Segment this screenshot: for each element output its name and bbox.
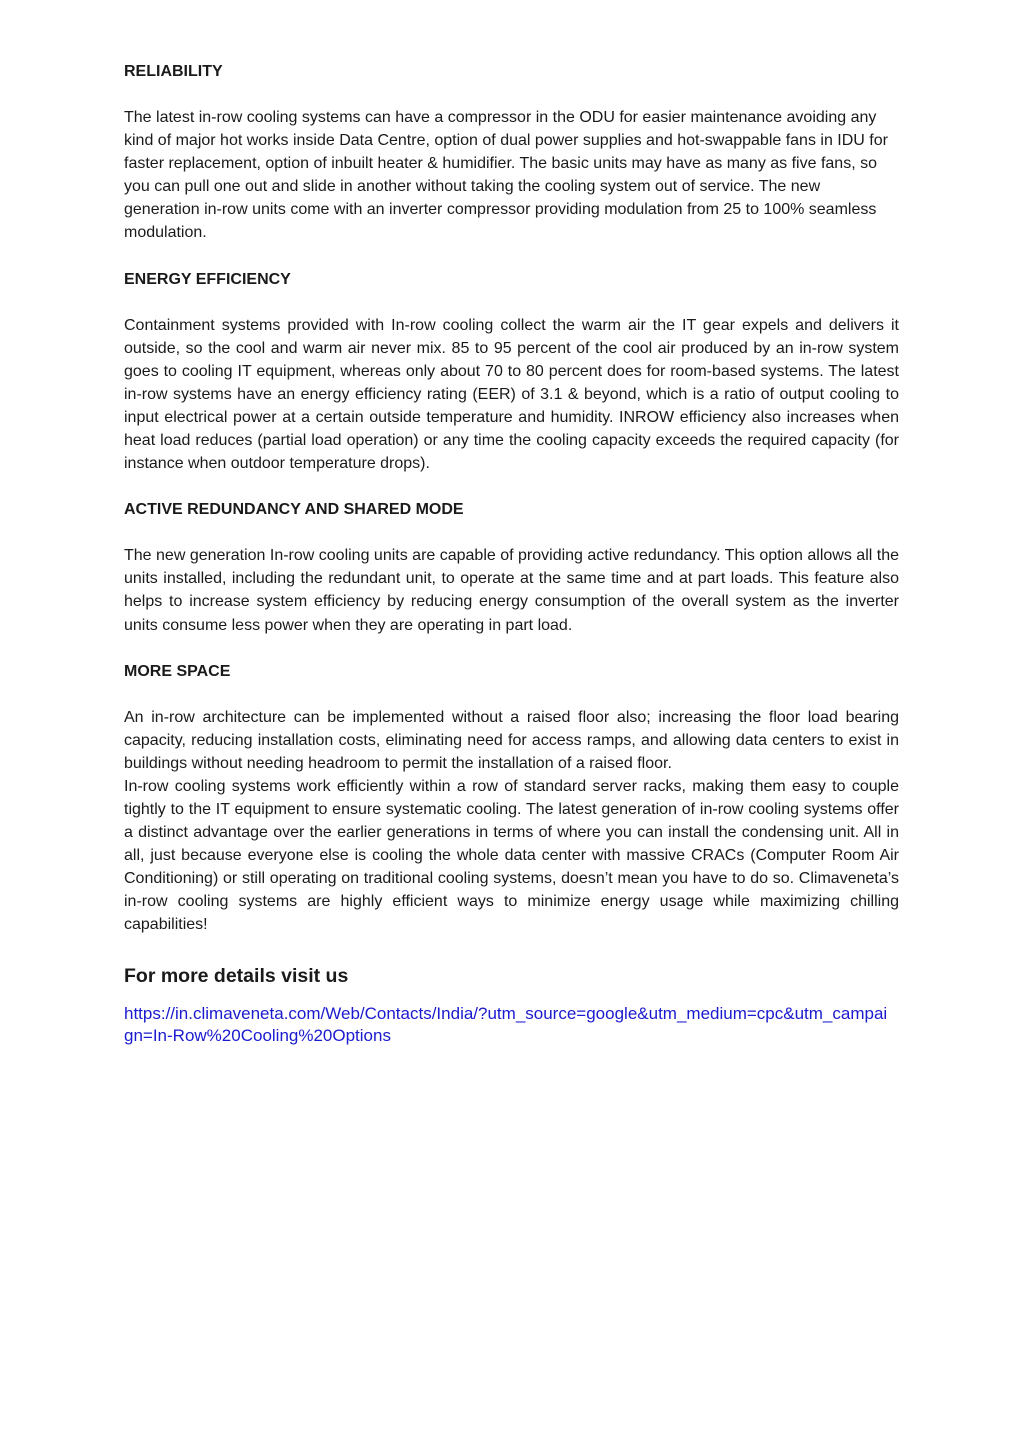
section-body-more-space: An in-row architecture can be implemented without a raised floor also; increasing the floor load bearing capacity, reducing installation costs, eliminating need for access ramps, and allowing data centers to exist in buildings without needing headroom to permit the installation of a raised floor. (124, 708, 899, 772)
section-heading-energy-efficiency: ENERGY EFFICIENCY (124, 270, 291, 288)
cta-title: For more details visit us (124, 964, 349, 987)
document-page (124, 60, 899, 1047)
section-body-energy-efficiency: Containment systems provided with In-row cooling collect the warm air the IT gear expels and delivers it outside, so the cool and warm air never mix. 85 to 95 percent of the cool air produced by an in-row system goes to cooling IT equipment, whereas only about 70 to 80 percent does for room-based systems. The latest in-row systems have an energy efficiency rating (EER) of 3.1 & beyond, which is a ratio of output cooling to input electrical power at a certain outside temperature and humidity. INROW efficiency also increases when heat load reduces (partial load operation) or any time the cooling capacity exceeds the required capacity (for instance when outdoor temperature drops). (124, 316, 899, 473)
section-body-more-space-2: In-row cooling systems work efficiently within a row of standard server racks, making them easy to couple tightly to the IT equipment to ensure systematic cooling. The latest generation of in-row cooling systems offer a distinct advantage over the earlier generations in terms of where you can install the condensing unit. All in all, just because everyone else is cooling the whole data center with massive CRACs (Computer Room Air Conditioning) or still operating on traditional cooling systems, doesn’t mean you have to do so. Climaveneta’s in-row cooling systems are highly efficient ways to minimize energy usage while maximizing chilling capabilities! (124, 777, 899, 934)
section-heading-more-space: MORE SPACE (124, 662, 231, 680)
section-body-active-redundancy: The new generation In-row cooling units are capable of providing active redundancy. This option allows all the units installed, including the redundant unit, to operate at the same time and at part loads. This feature also helps to increase system efficiency by reducing energy consumption of the overall system as the inverter units consume less power when they are operating in part load. (124, 547, 899, 634)
section-body-reliability: The latest in-row cooling systems can have a compressor in the ODU for easier maintenance avoiding any kind of major hot works inside Data Centre, option of dual power supplies and hot-swappable fans in IDU for faster replacement, option of inbuilt heater & humidifier. The basic units may have as many as five fans, so you can pull one out and slide in another without taking the cooling system out of service. The new generation in-row units come with an inverter compressor providing modulation from 25 to 100% seamless modulation. (124, 109, 888, 242)
section-heading-active-redundancy: ACTIVE REDUNDANCY AND SHARED MODE (124, 501, 464, 519)
contact-link[interactable]: https://in.climaveneta.com/Web/Contacts/India/?utm_source=google&utm_medium=cpc&utm_campaign=In-Row%20Cooling%20Options (124, 1003, 888, 1045)
section-heading-reliability: RELIABILITY (124, 63, 223, 80)
